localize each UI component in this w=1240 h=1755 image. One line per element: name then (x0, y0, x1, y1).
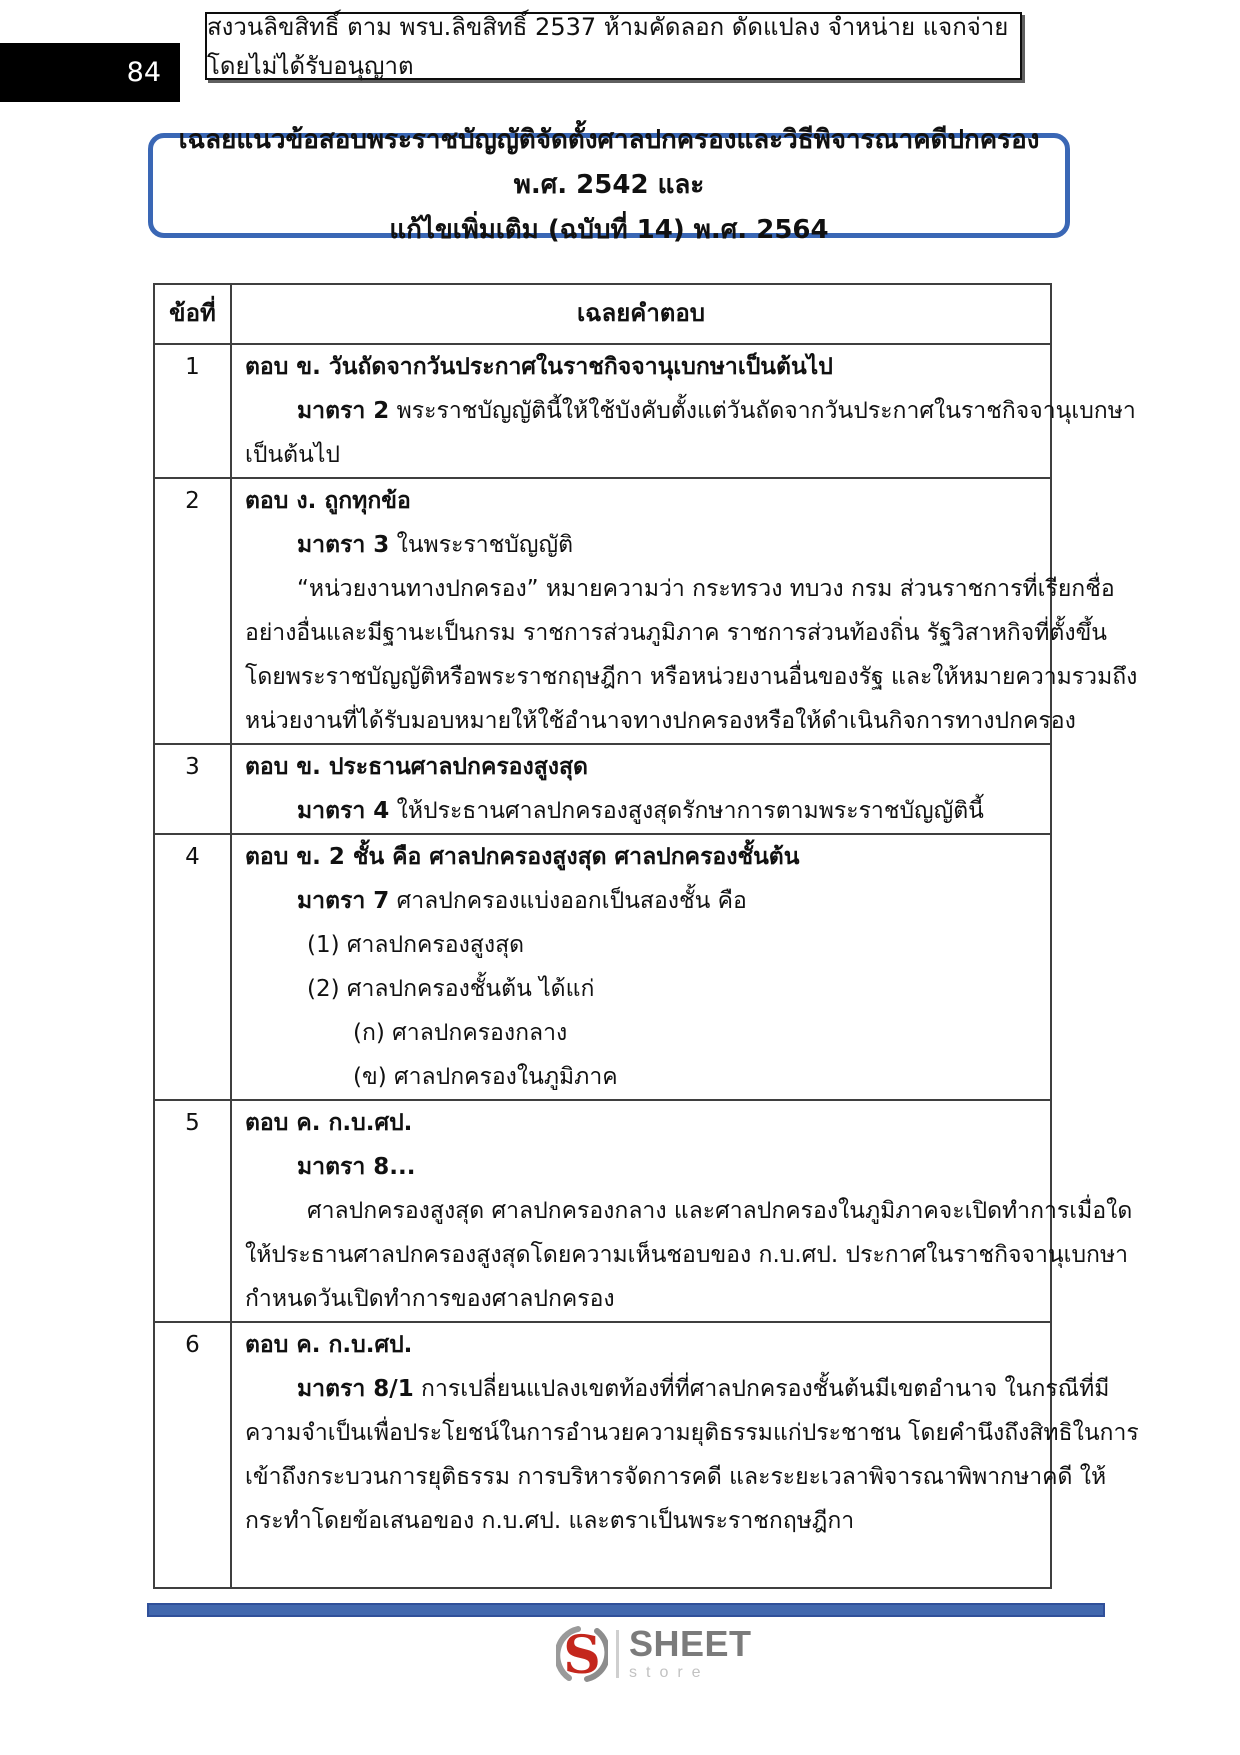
answer-table (153, 283, 1139, 1589)
answer-line-text: ศาลปกครองแบ่งออกเป็นสองชั้น คือ (389, 888, 747, 914)
table-row (155, 477, 1138, 743)
answer-line-bold: ตอบ ข. ประธานศาลปกครองสูงสุด (245, 754, 588, 780)
answer-line (245, 1277, 1132, 1321)
question-number-cell: 3 (155, 745, 232, 833)
logo-wordmark (629, 1622, 752, 1682)
answer-line-text: (1) ศาลปกครองสูงสุด (307, 932, 525, 958)
copyright-text: สงวนลิขสิทธิ์ ตาม พรบ.ลิขสิทธิ์ 2537 ห้ามคัดลอก ดัดแปลง จำหน่าย แจกจ่าย โดยไม่ได้รับอนุญาต (207, 13, 1009, 80)
answer-line-text: อย่างอื่นและมีฐานะเป็นกรม ราชการส่วนภูมิภาค ราชการส่วนท้องถิ่น รัฐวิสาหกิจที่ตั้งขึ้น (245, 620, 1108, 646)
answer-line (245, 1189, 1132, 1233)
answer-line-bold: มาตรา 8... (297, 1154, 416, 1180)
answer-line (245, 1145, 1132, 1189)
answer-line (245, 1055, 1040, 1099)
table-row (155, 743, 1050, 833)
question-number-cell: 2 (155, 479, 232, 743)
answer-line (245, 1543, 1139, 1587)
answer-line (245, 879, 1040, 923)
answer-line (245, 479, 1137, 523)
answer-line-text: ให้ประธานศาลปกครองสูงสุดโดยความเห็นชอบของ ก.บ.ศป. ประกาศในราชกิจจานุเบกษา (245, 1242, 1129, 1268)
table-row (155, 1099, 1133, 1321)
answer-line (245, 1233, 1132, 1277)
answer-line (245, 745, 1040, 789)
answer-line (245, 345, 1136, 389)
answer-line-text: กระทำโดยข้อเสนอของ ก.บ.ศป. และตราเป็นพระราชกฤษฎีกา (245, 1508, 855, 1534)
title-line-2: แก้ไขเพิ่มเติม (ฉบับที่ 14) พ.ศ. 2564 (389, 215, 829, 245)
logo-subtitle-text: store (629, 1663, 710, 1681)
answer-line (245, 1499, 1139, 1543)
answer-line-text: โดยพระราชบัญญัติหรือพระราชกฤษฎีกา หรือหน่วยงานอื่นของรัฐ และให้หมายความรวมถึง (245, 664, 1138, 690)
answer-line-bold: ตอบ ค. ก.บ.ศป. (245, 1110, 413, 1136)
answer-line-text: ความจำเป็นเพื่อประโยชน์ในการอำนวยความยุติธรรมแก่ประชาชน โดยคำนึงถึงสิทธิในการ (245, 1420, 1139, 1446)
answer-line-bold: ตอบ ค. ก.บ.ศป. (245, 1332, 413, 1358)
answer-line-text: เข้าถึงกระบวนการยุติธรรม การบริหารจัดการคดี และระยะเวลาพิจารณาพิพากษาคดี ให้ (245, 1464, 1107, 1490)
logo-brand-text: SHEET (629, 1622, 752, 1664)
answer-line (245, 967, 1040, 1011)
answer-line-bold: มาตรา 8/1 (297, 1376, 414, 1402)
question-number-cell: 4 (155, 835, 232, 1099)
answer-line (245, 523, 1137, 567)
answer-line-bold: ตอบ ง. ถูกทุกข้อ (245, 488, 411, 514)
answer-line-text: ให้ประธานศาลปกครองสูงสุดรักษาการตามพระราชบัญญัตินี้ (389, 798, 984, 824)
answer-line-text: ศาลปกครองสูงสุด ศาลปกครองกลาง และศาลปกครองในภูมิภาคจะเปิดทำการเมื่อใด (307, 1198, 1133, 1224)
title-line-1: เฉลยแนวข้อสอบพระราชบัญญัติจัดตั้งศาลปกครองและวิธีพิจารณาคดีปกครอง พ.ศ. 2542 และ (178, 125, 1040, 200)
answer-cell (232, 835, 1050, 1099)
question-number-cell: 1 (155, 345, 232, 477)
answer-line (245, 699, 1137, 743)
answer-line-bold: มาตรา 2 (297, 398, 390, 424)
answer-line-bold: มาตรา 7 (297, 888, 390, 914)
page-number-box (0, 43, 180, 102)
answer-line-text: (2) ศาลปกครองชั้นต้น ได้แก่ (307, 976, 595, 1002)
answer-cell (232, 479, 1147, 743)
table-row (155, 343, 1136, 477)
svg-text:S: S (563, 1625, 601, 1684)
answer-line (245, 389, 1136, 433)
page-number: 84 (126, 57, 161, 88)
table-row (155, 833, 1050, 1099)
answer-line-text: การเปลี่ยนแปลงเขตท้องที่ที่ศาลปกครองชั้นต้นมีเขตอำนาจ ในกรณีที่มี (413, 1376, 1110, 1402)
copyright-notice-box (205, 12, 1022, 80)
answer-line (245, 567, 1137, 611)
answer-table-body (155, 343, 1139, 1587)
answer-line-bold: ตอบ ข. วันถัดจากวันประกาศในราชกิจจานุเบกษาเป็นต้นไป (245, 354, 833, 380)
column-header-number: ข้อที่ (155, 285, 232, 343)
question-number-cell: 5 (155, 1101, 232, 1321)
answer-line (245, 1411, 1139, 1455)
answer-table-header (155, 285, 1050, 343)
answer-line (245, 655, 1137, 699)
answer-line-text: ในพระราชบัญญัติ (389, 532, 574, 558)
answer-line-text: (ก) ศาลปกครองกลาง (353, 1020, 568, 1046)
answer-line-bold: ตอบ ข. 2 ชั้น คือ ศาลปกครองสูงสุด ศาลปกครองชั้นต้น (245, 844, 800, 870)
answer-line-text: กำหนดวันเปิดทำการของศาลปกครอง (245, 1286, 615, 1312)
footer-divider-bar (147, 1603, 1105, 1617)
answer-line (245, 835, 1040, 879)
answer-line-bold: มาตรา 3 (297, 532, 390, 558)
answer-line-text: พระราชบัญญัตินี้ให้ใช้บังคับตั้งแต่วันถัดจากวันประกาศในราชกิจจานุเบกษา (389, 398, 1136, 424)
answer-line (245, 1323, 1139, 1367)
sheet-store-s-icon (556, 1624, 608, 1684)
answer-line-text: (ข) ศาลปกครองในภูมิภาค (353, 1064, 618, 1090)
document-title-box (148, 125, 1070, 245)
sheet-store-logo (556, 1624, 752, 1684)
answer-line (245, 923, 1040, 967)
answer-line-text: “หน่วยงานทางปกครอง” หมายความว่า กระทรวง ทบวง กรม ส่วนราชการที่เรียกชื่อ (297, 576, 1115, 602)
answer-line (245, 1367, 1139, 1411)
answer-line-bold: มาตรา 4 (297, 798, 390, 824)
answer-line-text: เป็นต้นไป (245, 442, 341, 468)
answer-cell (232, 345, 1146, 477)
question-number-cell: 6 (155, 1323, 232, 1587)
answer-line-text: หน่วยงานที่ได้รับมอบหมายให้ใช้อำนาจทางปกครองหรือให้ดำเนินกิจการทางปกครอง (245, 708, 1076, 734)
answer-cell (232, 1101, 1142, 1321)
answer-line (245, 1455, 1139, 1499)
answer-line (245, 1011, 1040, 1055)
answer-line (245, 1101, 1132, 1145)
answer-cell (232, 1323, 1149, 1587)
answer-line (245, 789, 1040, 833)
answer-cell (232, 745, 1050, 833)
answer-line (245, 611, 1137, 655)
logo-divider-line (616, 1630, 619, 1678)
answer-line (245, 433, 1136, 477)
table-row (155, 1321, 1139, 1587)
column-header-answer: เฉลยคำตอบ (576, 299, 706, 327)
